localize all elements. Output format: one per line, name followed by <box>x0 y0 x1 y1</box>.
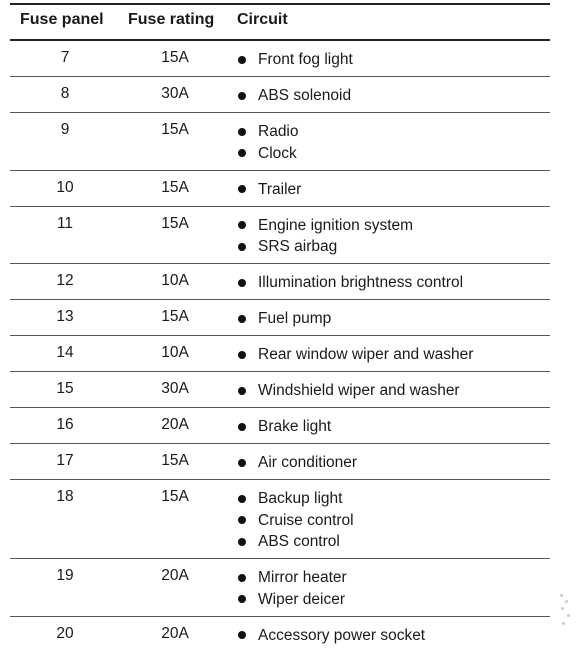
circuit-item: ABS solenoid <box>258 87 352 104</box>
cell-fuse-panel: 9 <box>60 121 70 138</box>
circuit-item: Clock <box>258 144 297 162</box>
cell-fuse-panel: 11 <box>56 214 74 232</box>
bullet-icon <box>238 92 246 100</box>
table-row <box>10 480 550 559</box>
bullet-icon <box>238 595 246 603</box>
cell-fuse-panel: 12 <box>56 272 74 289</box>
bullet-icon <box>238 423 246 431</box>
circuit-item: Wiper deicer <box>258 590 345 608</box>
cell-fuse-rating: 20A <box>161 416 189 433</box>
bullet-icon <box>238 243 246 251</box>
header-circuit: Circuit <box>237 11 288 28</box>
circuit-item: Brake light <box>258 418 332 435</box>
circuit-item: Radio <box>258 123 299 140</box>
bullet-icon <box>238 185 246 193</box>
cell-fuse-panel: 10 <box>56 178 74 196</box>
cell-fuse-rating: 20A <box>161 567 189 584</box>
cell-fuse-panel: 15 <box>56 380 74 397</box>
scan-artifact <box>556 592 576 630</box>
cell-fuse-rating: 15A <box>161 178 189 196</box>
table-row <box>10 113 550 171</box>
bullet-icon <box>238 279 246 287</box>
table-row <box>10 264 550 300</box>
cell-fuse-rating: 15A <box>161 214 189 232</box>
cell-circuit <box>235 272 545 294</box>
bullet-icon <box>238 128 246 136</box>
circuit-item: Rear window wiper and washer <box>258 346 474 363</box>
table-row <box>10 336 550 372</box>
cell-circuit <box>235 416 545 438</box>
cell-fuse-rating: 10A <box>161 272 189 289</box>
table-row <box>10 408 550 444</box>
table-row <box>10 372 550 408</box>
bullet-icon <box>238 149 246 157</box>
circuit-item: Windshield wiper and washer <box>258 382 460 399</box>
cell-circuit <box>235 567 545 610</box>
circuit-item: SRS airbag <box>258 238 338 255</box>
cell-fuse-rating: 30A <box>161 85 189 102</box>
table-row <box>10 41 550 77</box>
bullet-icon <box>238 574 246 582</box>
bullet-icon <box>238 495 246 503</box>
table-row <box>10 300 550 336</box>
table-row <box>10 77 550 113</box>
bullet-icon <box>238 459 246 467</box>
circuit-item: Engine ignition system <box>258 216 414 234</box>
cell-circuit <box>235 179 545 201</box>
cell-fuse-rating: 15A <box>161 452 189 469</box>
cell-circuit <box>235 85 545 107</box>
cell-fuse-rating: 15A <box>161 49 189 66</box>
table-row <box>10 559 550 617</box>
circuit-item: Front fog light <box>258 51 353 68</box>
bullet-icon <box>238 351 246 359</box>
circuit-item: Accessory power socket <box>258 626 426 644</box>
cell-circuit <box>235 380 545 402</box>
table-header-row <box>10 11 550 37</box>
table-body <box>10 41 550 657</box>
cell-fuse-rating: 15A <box>161 308 189 325</box>
cell-circuit <box>235 121 545 164</box>
cell-fuse-panel: 17 <box>56 452 74 469</box>
header-fuse-rating: Fuse rating <box>128 11 215 28</box>
bullet-icon <box>238 631 246 639</box>
bullet-icon <box>238 387 246 395</box>
cell-circuit <box>235 49 545 71</box>
bullet-icon <box>238 516 246 524</box>
cell-fuse-rating: 10A <box>161 344 189 361</box>
bullet-icon <box>238 221 246 229</box>
cell-fuse-rating: 20A <box>161 624 189 642</box>
cell-fuse-rating: 30A <box>161 380 189 397</box>
cell-fuse-panel: 14 <box>56 344 74 361</box>
cell-fuse-panel: 19 <box>56 567 74 584</box>
cell-fuse-panel: 7 <box>60 49 70 66</box>
circuit-item: ABS control <box>258 533 340 550</box>
cell-circuit <box>235 488 545 553</box>
circuit-item: Backup light <box>258 490 343 507</box>
table-row <box>10 207 550 265</box>
cell-fuse-rating: 15A <box>161 121 189 138</box>
circuit-item: Air conditioner <box>258 454 358 471</box>
table-row <box>10 444 550 480</box>
cell-circuit <box>235 344 545 366</box>
cell-fuse-panel: 20 <box>56 624 74 642</box>
cell-circuit <box>235 452 545 474</box>
cell-fuse-panel: 13 <box>56 308 74 325</box>
circuit-item: Illumination brightness control <box>258 274 464 291</box>
table-top-rule <box>10 3 550 5</box>
bullet-icon <box>238 538 246 546</box>
cell-fuse-panel: 16 <box>56 416 74 433</box>
circuit-item: Cruise control <box>258 511 354 529</box>
header-fuse-panel: Fuse panel <box>20 11 104 28</box>
circuit-item: Mirror heater <box>258 569 347 586</box>
circuit-item: Trailer <box>258 180 302 198</box>
cell-circuit <box>235 215 545 258</box>
circuit-item: Fuel pump <box>258 310 332 327</box>
cell-fuse-rating: 15A <box>161 488 189 505</box>
cell-fuse-panel: 18 <box>56 488 74 505</box>
table-row <box>10 171 550 207</box>
bullet-icon <box>238 315 246 323</box>
bullet-icon <box>238 56 246 64</box>
cell-fuse-panel: 8 <box>60 85 70 102</box>
cell-circuit <box>235 308 545 330</box>
cell-circuit <box>235 625 545 647</box>
table-row <box>10 617 550 657</box>
